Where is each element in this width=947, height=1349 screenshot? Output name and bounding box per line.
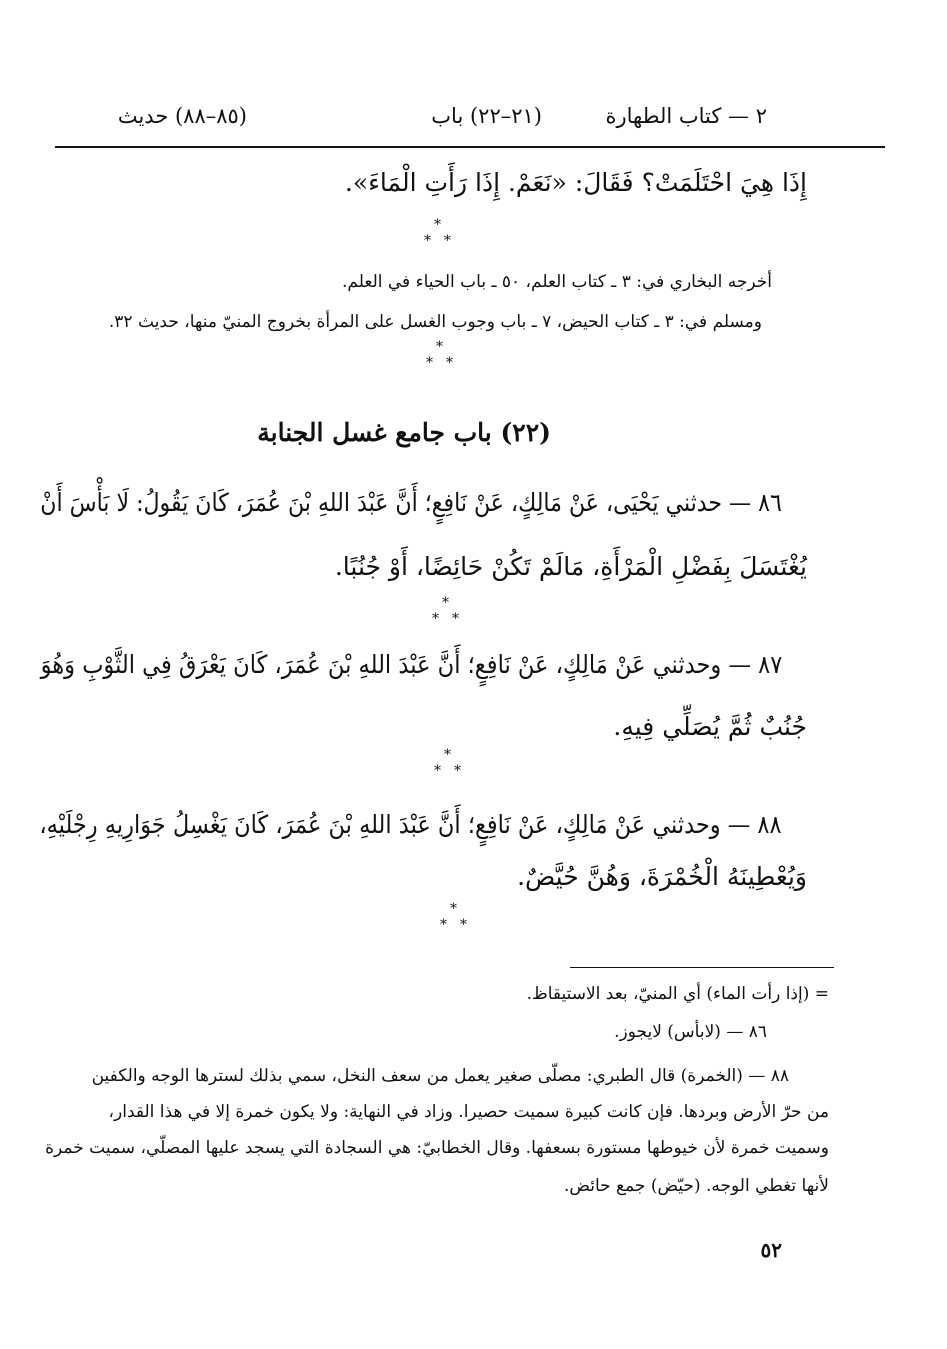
asterism-separator: * * * <box>426 339 453 371</box>
hadith-87-line-1: ٨٧ — وحدثني عَنْ مَالِكٍ، عَنْ نَافِعٍ؛ أَنَّ عَبْدَ اللهِ بْنَ عُمَرَ، كَانَ يَعْرَقُ فِي الثَّوْبِ وَهُوَ <box>40 650 782 679</box>
header-right: ٢ — كتاب الطهارة <box>605 104 767 128</box>
hadith-86-line-1: ٨٦ — حدثني يَحْيَى، عَنْ مَالِكٍ، عَنْ نَافِعٍ؛ أَنَّ عَبْدَ اللهِ بْنَ عُمَرَ، كَانَ يَقُولُ: لَا بَأْسَ أَنْ <box>40 488 782 517</box>
hadith-87-line-2: جُنُبٌ ثُمَّ يُصَلِّي فِيهِ. <box>613 712 807 741</box>
asterism-separator: * * * <box>440 901 467 933</box>
footnote-88-line-3: وسميت خمرة لأن خيوطها مستورة بسعفها. وقال الخطابيّ: هي السجادة التي يسجد عليها المصلّي، سميت خمرة <box>45 1138 829 1158</box>
hadith-88-line-1: ٨٨ — وحدثني عَنْ مَالِكٍ، عَنْ نَافِعٍ؛ أَنَّ عَبْدَ اللهِ بْنَ عُمَرَ، كَانَ يَغْسِلُ جَوَارِيهِ رِجْلَيْهِ، <box>39 810 782 839</box>
source-reference: ومسلم في: ٣ ـ كتاب الحيض، ٧ ـ باب وجوب الغسل على المرأة بخروج المنيّ منها، حديث ٣٢. <box>108 312 762 332</box>
hadith-86-line-2: يُغْتَسَلَ بِفَضْلِ الْمَرْأَةِ، مَالَمْ تَكُنْ حَائِضًا، أَوْ جُنُبًا. <box>334 552 807 581</box>
footnote-88-line-2: من حرّ الأرض وبردها. فإن كانت كبيرة سميت حصيرا. وزاد في النهاية: ولا يكون خمرة إلا في هذا القدار، <box>108 1102 829 1122</box>
header-left: (٨٥–٨٨) حديث <box>117 104 247 128</box>
footnote-86: ٨٦ — (لابأس) لايجوز. <box>614 1022 767 1042</box>
asterism-separator: * * * <box>434 747 461 779</box>
page-number: ٥٢ <box>760 1238 782 1262</box>
footnote-88-line-4: لأنها تغطي الوجه. (حيّض) جمع حائض. <box>564 1176 829 1196</box>
footnote-88-line-1: ٨٨ — (الخمرة) قال الطبري: مصلّى صغير يعمل من سعف النخل، سمي بذلك لسترها الوجه والكفين <box>91 1066 789 1086</box>
header-center: (٢١–٢٢) باب <box>431 104 542 128</box>
header-divider <box>55 146 885 148</box>
hadith-88-line-2: وَيُعْطِينَهُ الْخُمْرَةَ، وَهُنَّ حُيَّضٌ. <box>517 862 807 891</box>
chapter-title: (٢٢) باب جامع غسل الجنابة <box>257 418 551 447</box>
asterism-separator: * * * <box>432 595 459 627</box>
asterism-separator: * * * <box>424 217 451 249</box>
source-reference: أخرجه البخاري في: ٣ ـ كتاب العلم، ٥٠ ـ باب الحياء في العلم. <box>342 272 772 292</box>
footnote-divider <box>570 967 834 968</box>
hadith-continuation: إِذَا هِيَ احْتَلَمَتْ؟ فَقَالَ: «نَعَمْ. إِذَا رَأَتِ الْمَاءَ». <box>344 168 807 197</box>
footnote-1: = (إذا رأت الماء) أي المنيّ، بعد الاستيقاظ. <box>526 984 829 1004</box>
